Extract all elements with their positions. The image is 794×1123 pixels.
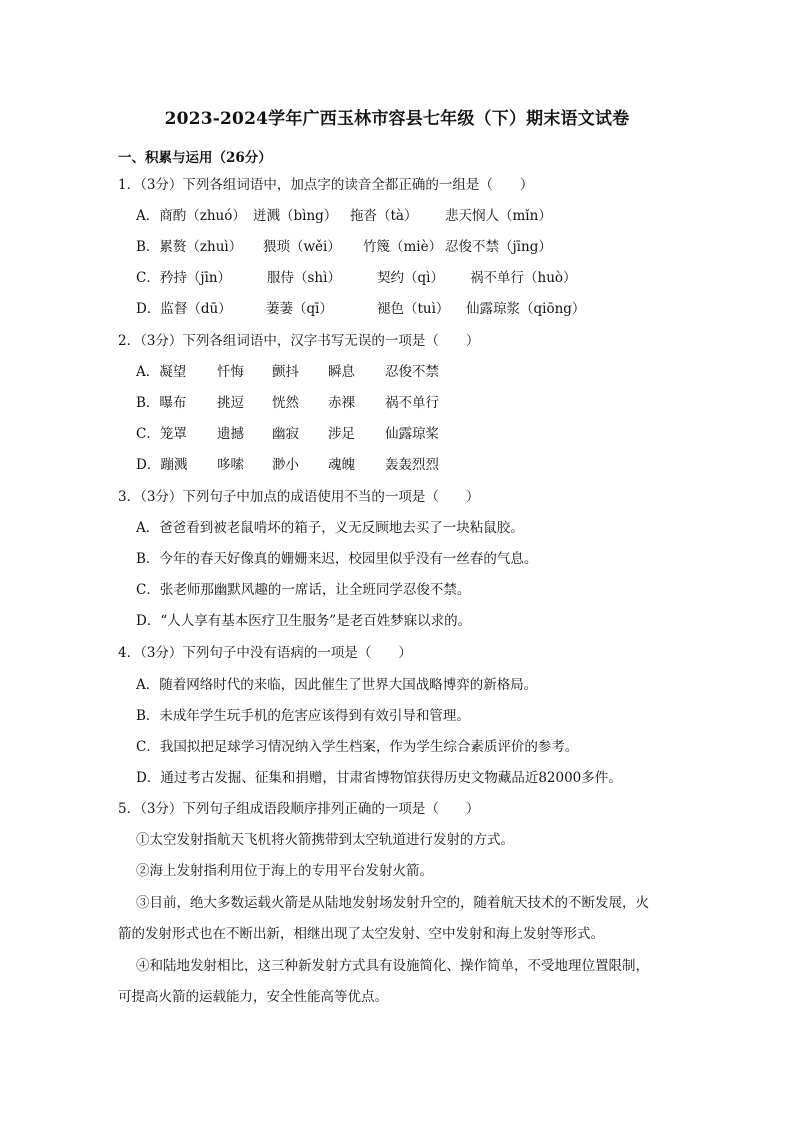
- q1-d-word-4: 仙露琼浆（qiōng）: [466, 301, 586, 317]
- q1-d-word-1: D．监督（dū）: [136, 301, 232, 317]
- q1-c-word-4: 祸不单行（huò）: [470, 270, 577, 286]
- q5-sentence-2: ②海上发射指利用位于海上的专用平台发射火箭。: [136, 863, 433, 879]
- q1-a-word-1: A．商酌（zhuó）: [136, 208, 246, 224]
- q2-b-word-1: B．曝布: [136, 395, 187, 411]
- q2-a-word-5: 忍俊不禁: [385, 364, 439, 380]
- q2-d-word-5: 轰轰烈烈: [385, 457, 439, 473]
- question-2-stem: 2．（3分）下列各组词语中，汉字书写无误的一项是（ ）: [118, 333, 480, 349]
- question-5-stem: 5．（3分）下列句子组成语段顺序排列正确的一项是（ ）: [118, 801, 480, 817]
- page-title: 2023-2024学年广西玉林市容县七年级（下）期末语文试卷: [164, 109, 630, 129]
- q1-b-word-2: 猥琐（wěi）: [263, 239, 341, 255]
- q2-a-word-1: A．凝望: [136, 364, 187, 380]
- q1-d-word-3: 褪色（tuì）: [377, 301, 450, 317]
- q2-c-word-4: 涉足: [328, 426, 355, 442]
- question-3-stem: 3．（3分）下列句子中加点的成语使用不当的一项是（ ）: [118, 489, 480, 505]
- q5-sentence-1: ①太空发射指航天飞机将火箭携带到太空轨道进行发射的方式。: [136, 832, 514, 848]
- q1-c-word-3: 契约（qì）: [377, 270, 444, 286]
- q3-option-a: A．爸爸看到被老鼠啃坏的箱子，义无反顾地去买了一块粘鼠胶。: [136, 520, 524, 536]
- q1-a-word-2: 迸溅（bìng）: [253, 208, 338, 224]
- q5-sentence-4-line-2: 可提高火箭的运载能力，安全性能高等优点。: [118, 989, 388, 1005]
- q2-c-word-3: 幽寂: [272, 426, 299, 442]
- q1-c-word-2: 服侍（shì）: [267, 270, 341, 286]
- q2-c-word-2: 遗撼: [217, 426, 244, 442]
- q2-c-word-1: C．笼罩: [136, 426, 187, 442]
- q1-b-word-4: 忍俊不禁（jīng）: [445, 239, 552, 255]
- q4-option-b: B．未成年学生玩手机的危害应该得到有效引导和管理。: [136, 708, 470, 724]
- q3-option-d: D．“人人享有基本医疗卫生服务”是老百姓梦寐以求的。: [136, 613, 472, 629]
- question-4-stem: 4．（3分）下列句子中没有语病的一项是（ ）: [118, 645, 412, 661]
- q1-a-word-3: 拖沓（tà）: [350, 208, 418, 224]
- q3-option-b: B．今年的春天好像真的姗姗来迟，校园里似乎没有一丝春的气息。: [136, 551, 538, 567]
- q5-sentence-3-line-2: 箭的发射形式也在不断出新，相继出现了太空发射、空中发射和海上发射等形式。: [118, 926, 604, 942]
- question-1-stem: 1．（3分）下列各组词语中，加点字的读音全都正确的一组是（ ）: [118, 177, 534, 193]
- q3-option-c: C．张老师那幽默风趣的一席话，让全班同学忍俊不禁。: [136, 582, 471, 598]
- q2-a-word-2: 忏悔: [217, 364, 244, 380]
- q2-a-word-4: 瞬息: [328, 364, 355, 380]
- q2-b-word-5: 祸不单行: [385, 395, 439, 411]
- q2-d-word-3: 渺小: [272, 457, 299, 473]
- q2-d-word-4: 魂魄: [328, 457, 355, 473]
- q2-d-word-2: 哆嗦: [217, 457, 244, 473]
- q2-a-word-3: 颤抖: [272, 364, 299, 380]
- q5-sentence-4-line-1: ④和陆地发射相比，这三种新发射方式具有设施简化、操作简单，不受地理位置限制，: [136, 958, 649, 974]
- q1-a-word-4: 悲天悯人（mǐn）: [445, 208, 552, 224]
- q4-option-c: C．我国拟把足球学习情况纳入学生档案，作为学生综合素质评价的参考。: [136, 739, 579, 755]
- q2-c-word-5: 仙露琼桨: [385, 426, 439, 442]
- q2-b-word-2: 挑逗: [217, 395, 244, 411]
- q1-c-word-1: C．矜持（jīn）: [136, 270, 232, 286]
- q2-b-word-4: 赤裸: [328, 395, 355, 411]
- q4-option-a: A．随着网络时代的来临，因此催生了世界大国战略博弈的新格局。: [136, 677, 538, 693]
- q2-b-word-3: 恍然: [272, 395, 299, 411]
- q1-b-word-3: 竹篾（miè）: [363, 239, 443, 255]
- q5-sentence-3-line-1: ③目前，绝大多数运载火箭是从陆地发射场发射升空的，随着航天技术的不断发展，火: [136, 895, 649, 911]
- q1-b-word-1: B．累赘（zhuì）: [136, 239, 243, 255]
- section-heading: 一、积累与运用（26分）: [118, 150, 272, 166]
- q1-d-word-2: 萋萋（qī）: [266, 301, 333, 317]
- q2-d-word-1: D．蹦溅: [136, 457, 188, 473]
- q4-option-d: D．通过考古发掘、征集和捐赠，甘肃省博物馆获得历史文物藏品近82000多件。: [136, 770, 622, 786]
